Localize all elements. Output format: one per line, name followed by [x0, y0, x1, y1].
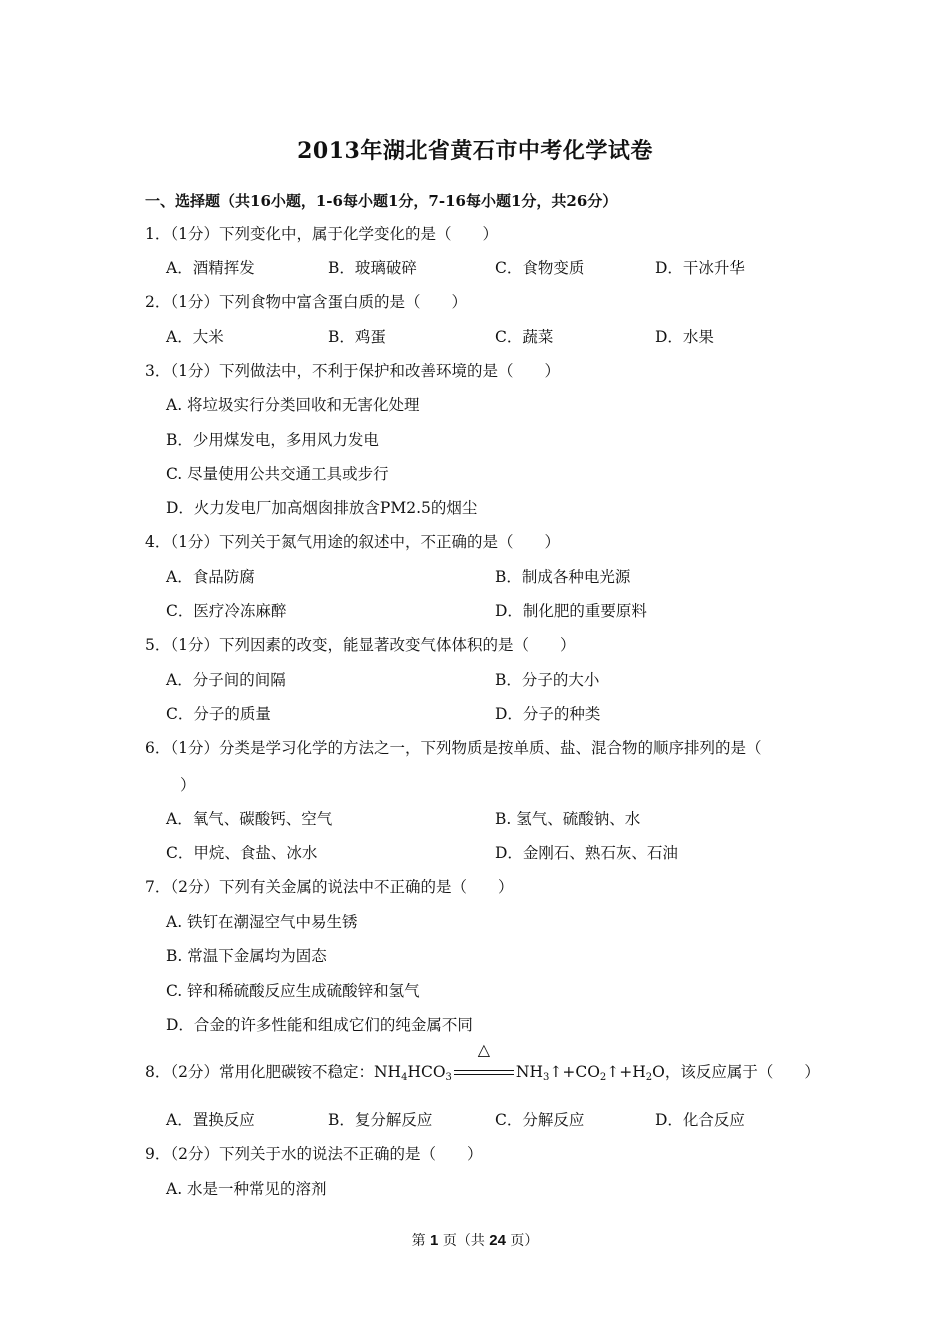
- question-2-option-a: A．大米: [166, 328, 224, 346]
- question-1-option-d: D．干冰升华: [655, 259, 745, 277]
- question-5-option-a: A．分子间的间隔: [166, 671, 286, 689]
- question-6-option-b: B. 氢气、硫酸钠、水: [495, 810, 641, 828]
- question-3-option-a: A. 将垃圾实行分类回收和无害化处理: [166, 396, 420, 414]
- question-6-stem: 6．（1分）分类是学习化学的方法之一，下列物质是按单质、盐、混合物的顺序排列的是（: [145, 739, 762, 757]
- section-heading: 一、选择题（共16小题，1-6每小题1分，7-16每小题1分，共26分）: [145, 192, 618, 210]
- formula-part: NH: [515, 1063, 543, 1081]
- question-5-option-b: B．分子的大小: [495, 671, 600, 689]
- formula-part: ↑+H: [606, 1063, 646, 1081]
- footer-mid: 页（共: [438, 1233, 490, 1249]
- question-1-option-a: A．酒精挥发: [166, 259, 255, 277]
- subscript: 2: [645, 1072, 653, 1083]
- question-2-stem: 2．（1分）下列食物中富含蛋白质的是（ ）: [145, 293, 467, 311]
- page-total: 24: [489, 1232, 506, 1249]
- question-6-stem-cont: ）: [180, 776, 196, 794]
- question-3-stem: 3．（1分）下列做法中，不利于保护和改善环境的是（ ）: [145, 362, 560, 380]
- question-8-stem: [145, 1040, 820, 1083]
- question-5-option-d: D．分子的种类: [495, 705, 601, 723]
- question-3-option-b: B．少用煤发电，多用风力发电: [166, 431, 379, 449]
- question-6-option-a: A．氧气、碳酸钙、空气: [166, 810, 333, 828]
- question-4-option-c: C．医疗冷冻麻醉: [166, 602, 287, 620]
- subscript: 4: [401, 1072, 408, 1083]
- question-8-prefix: 8．（2分）常用化肥碳铵不稳定：NH: [145, 1063, 402, 1081]
- question-4-option-b: B．制成各种电光源: [495, 568, 631, 586]
- formula-part: HCO: [407, 1063, 446, 1081]
- page-number: 1: [430, 1232, 439, 1249]
- footer-pre: 第: [411, 1233, 431, 1249]
- question-4-stem: 4．（1分）下列关于氮气用途的叙述中，不正确的是（ ）: [145, 533, 560, 551]
- question-6-option-d: D．金刚石、熟石灰、石油: [495, 844, 678, 862]
- question-8-suffix: O，该反应属于（ ）: [652, 1063, 820, 1081]
- footer-post: 页）: [505, 1233, 539, 1249]
- question-1-option-c: C．食物变质: [495, 259, 585, 277]
- heating-equals-sign: [452, 1040, 516, 1082]
- question-5-option-c: C．分子的质量: [166, 705, 271, 723]
- question-1-option-b: B．玻璃破碎: [328, 259, 417, 277]
- question-2-option-c: C．蔬菜: [495, 328, 554, 346]
- question-7-option-b: B. 常温下金属均为固态: [166, 947, 327, 965]
- question-7-option-d: D．合金的许多性能和组成它们的纯金属不同: [166, 1016, 473, 1034]
- page-footer: [0, 1230, 950, 1250]
- heat-triangle: △: [477, 1040, 491, 1059]
- question-7-option-c: C. 锌和稀硫酸反应生成硫酸锌和氢气: [166, 982, 420, 1000]
- question-9-option-a: A. 水是一种常见的溶剂: [166, 1180, 327, 1198]
- question-8-option-d: D．化合反应: [655, 1111, 745, 1129]
- question-4-option-d: D．制化肥的重要原料: [495, 602, 647, 620]
- question-8-option-b: B．复分解反应: [328, 1111, 433, 1129]
- subscript: 3: [543, 1072, 550, 1083]
- subscript: 2: [599, 1072, 607, 1083]
- subscript: 3: [445, 1072, 452, 1083]
- question-8-option-c: C．分解反应: [495, 1111, 585, 1129]
- question-3-option-d: D．火力发电厂加高烟囱排放含PM2.5的烟尘: [166, 499, 478, 517]
- question-2-option-b: B．鸡蛋: [328, 328, 386, 346]
- question-7-stem: 7．（2分）下列有关金属的说法中不正确的是（ ）: [145, 878, 514, 896]
- question-3-option-c: C. 尽量使用公共交通工具或步行: [166, 465, 389, 483]
- question-8-option-a: A．置换反应: [166, 1111, 255, 1129]
- question-7-option-a: A. 铁钉在潮湿空气中易生锈: [166, 913, 358, 931]
- page-title: 2013年湖北省黄石市中考化学试卷: [297, 138, 653, 164]
- question-1-stem: 1．（1分）下列变化中，属于化学变化的是（ ）: [145, 225, 498, 243]
- question-2-option-d: D．水果: [655, 328, 714, 346]
- question-4-option-a: A．食品防腐: [166, 568, 255, 586]
- formula-part: ↑+CO: [549, 1063, 600, 1081]
- question-5-stem: 5．（1分）下列因素的改变，能显著改变气体体积的是（ ）: [145, 636, 576, 654]
- question-6-option-c: C．甲烷、食盐、冰水: [166, 844, 318, 862]
- question-9-stem: 9．（2分）下列关于水的说法不正确的是（ ）: [145, 1145, 483, 1163]
